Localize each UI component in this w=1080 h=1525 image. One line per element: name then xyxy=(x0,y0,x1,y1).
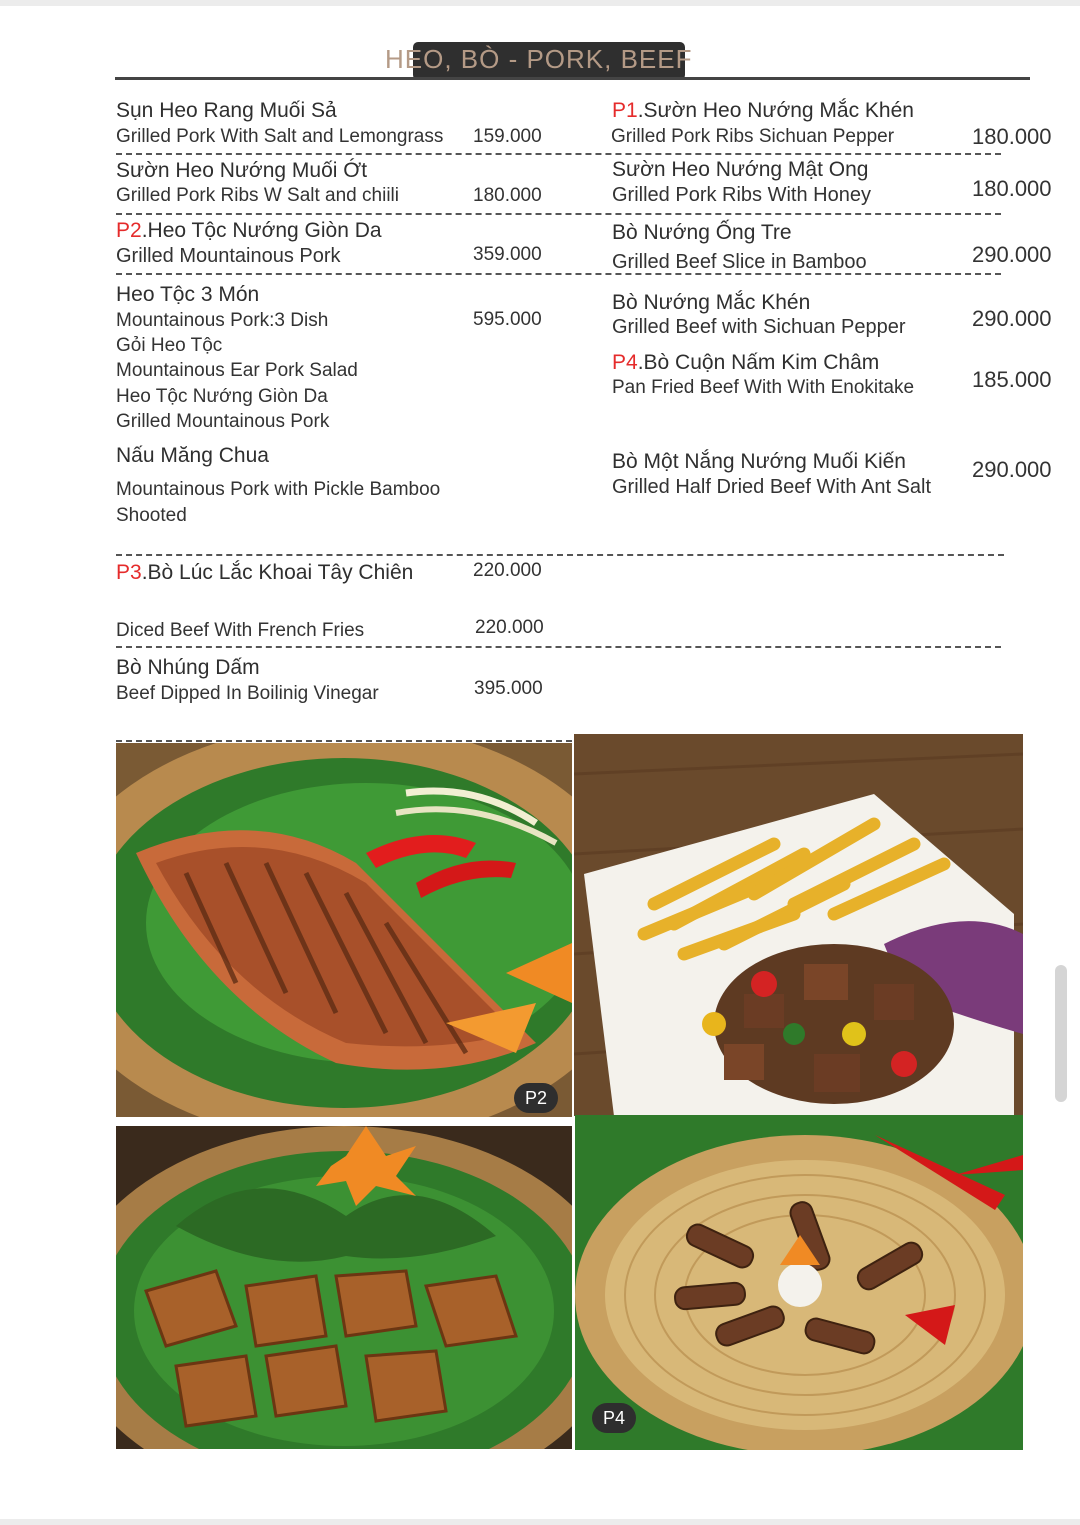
menu-item-english: Pan Fried Beef With With Enokitake xyxy=(612,377,915,398)
menu-item-english: Diced Beef With French Fries xyxy=(116,620,365,641)
menu-item-price: 395.000 xyxy=(474,678,543,699)
bottom-band xyxy=(0,1519,1080,1525)
menu-item-price: 180.000 xyxy=(972,176,1052,201)
menu-item-name: Sườn Heo Nướng Mật Ong xyxy=(612,158,869,181)
photo-diced-beef xyxy=(574,734,1023,1116)
menu-item-name: Heo Tộc 3 Món xyxy=(116,283,260,306)
menu-item-english: Grilled Half Dried Beef With Ant Salt xyxy=(612,476,932,498)
menu-item-price: 180.000 xyxy=(473,185,542,206)
item-name-text: .Bò Lúc Lắc Khoai Tây Chiên xyxy=(141,561,414,584)
menu-item-english: Mountainous Pork:3 Dish xyxy=(116,310,329,331)
menu-item-price: 220.000 xyxy=(475,617,544,638)
menu-item-english: Grilled Pork Ribs Sichuan Pepper xyxy=(611,126,895,147)
menu-item-english: Grilled Beef Slice in Bamboo xyxy=(612,251,867,273)
menu-item-price: 185.000 xyxy=(972,367,1052,392)
menu-item-name: Bò Nướng Mắc Khén xyxy=(612,291,811,314)
item-code: P4 xyxy=(612,351,638,374)
menu-item-name: Bò Nhúng Dấm xyxy=(116,656,260,679)
menu-item-english: Grilled Mountainous Pork xyxy=(116,245,341,267)
menu-subitem: Mountainous Ear Pork Salad xyxy=(116,360,358,381)
photo-beef-rolls xyxy=(575,1115,1023,1450)
page-title: HEO, BÒ - PORK, BEEF xyxy=(385,44,693,74)
menu-item-price: 290.000 xyxy=(972,306,1052,331)
menu-item-english: Grilled Pork Ribs W Salt and chiili xyxy=(116,185,399,206)
menu-item-price: 220.000 xyxy=(473,560,542,581)
menu-item-price: 359.000 xyxy=(473,244,542,265)
menu-item-price: 290.000 xyxy=(972,242,1052,267)
menu-item-name: Bò Một Nắng Nướng Muối Kiến xyxy=(612,450,906,473)
photo-top-divider xyxy=(116,740,572,742)
item-code: P1 xyxy=(612,99,638,122)
menu-item-name: Bò Nướng Ống Tre xyxy=(612,221,792,244)
menu-item-name xyxy=(612,351,879,375)
menu-item-english: Beef Dipped In Boilinig Vinegar xyxy=(116,683,379,704)
photo-tag: P4 xyxy=(592,1403,636,1433)
menu-subitem: Heo Tộc Nướng Giòn Da xyxy=(116,386,328,407)
item-name-text: .Sườn Heo Nướng Mắc Khén xyxy=(637,99,914,122)
menu-item-price: 159.000 xyxy=(473,126,542,147)
menu-item-name xyxy=(612,99,914,123)
menu-item-price: 595.000 xyxy=(473,309,542,330)
menu-item-name: Nấu Măng Chua xyxy=(116,444,269,467)
scrollbar-thumb[interactable] xyxy=(1055,965,1067,1102)
menu-item-price: 180.000 xyxy=(972,124,1052,149)
menu-item-name xyxy=(116,219,382,243)
menu-subitem: Gỏi Heo Tộc xyxy=(116,335,223,356)
item-code: P2 xyxy=(116,219,142,242)
item-name-text: .Heo Tộc Nướng Giòn Da xyxy=(141,219,382,242)
menu-item-english: Grilled Beef with Sichuan Pepper xyxy=(612,316,906,338)
title-underline xyxy=(115,77,1030,80)
menu-item-name: Sườn Heo Nướng Muối Ớt xyxy=(116,159,368,182)
menu-item-name: Sụn Heo Rang Muối Sả xyxy=(116,99,337,122)
item-code: P3 xyxy=(116,561,142,584)
menu-item-name xyxy=(116,561,413,585)
divider xyxy=(116,273,1001,275)
divider xyxy=(116,554,1004,556)
divider xyxy=(116,153,1001,155)
item-name-text: .Bò Cuộn Nấm Kim Châm xyxy=(637,351,880,374)
menu-item-english: Mountainous Pork with Pickle Bamboo xyxy=(116,479,441,500)
divider xyxy=(116,213,1001,215)
top-band xyxy=(0,0,1080,6)
menu-item-english: Grilled Pork With Salt and Lemongrass xyxy=(116,126,444,147)
menu-item-english: Grilled Pork Ribs With Honey xyxy=(612,184,871,206)
photo-grilled-ribs xyxy=(116,1126,572,1449)
menu-item-price: 290.000 xyxy=(972,457,1052,482)
divider xyxy=(116,646,1001,648)
photo-tag: P2 xyxy=(514,1083,558,1113)
photo-grilled-pork xyxy=(116,743,572,1117)
menu-item-english: Shooted xyxy=(116,505,187,526)
menu-subitem: Grilled Mountainous Pork xyxy=(116,411,330,432)
